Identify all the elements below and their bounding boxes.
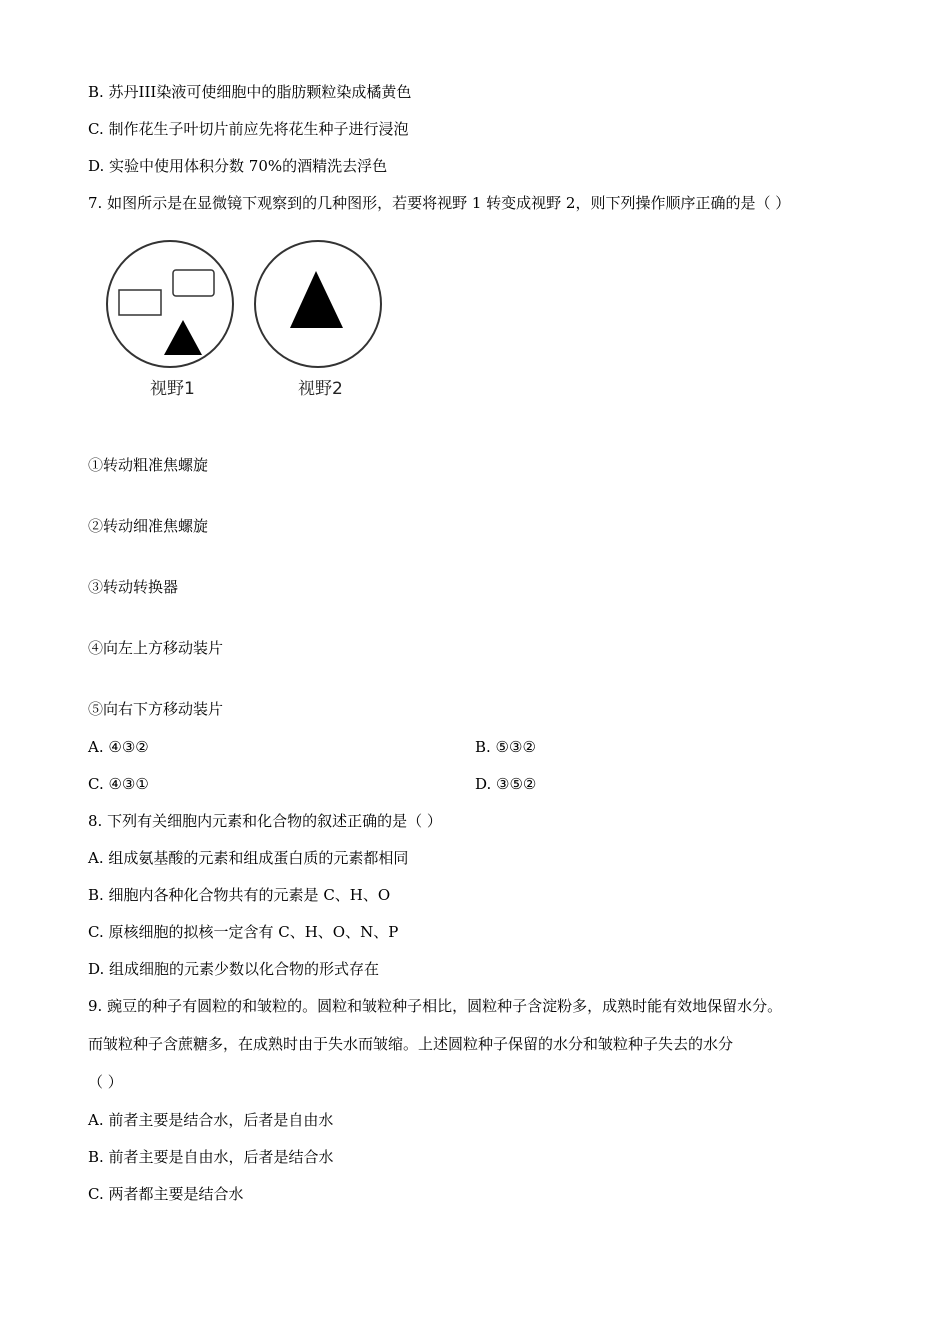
q7-step-2: ②转动细准焦螺旋	[88, 517, 209, 535]
q7-option-d: D. ③⑤②	[475, 775, 537, 793]
small-rectangle-right	[173, 270, 214, 296]
q9-stem-line-3: （ ）	[88, 1073, 123, 1091]
q7-option-b: B. ⑤③②	[475, 738, 536, 756]
field-1-label: 视野1	[150, 379, 195, 399]
q7-stem: 7. 如图所示是在显微镜下观察到的几种图形，若要将视野 1 转变成视野 2，则下列操作顺序正确的是（ ）	[88, 194, 791, 212]
q8-option-a: A. 组成氨基酸的元素和组成蛋白质的元素都相同	[88, 849, 409, 867]
q8-option-c: C. 原核细胞的拟核一定含有 C、H、O、N、P	[88, 923, 399, 941]
q7-option-c: C. ④③①	[88, 775, 149, 793]
q9-stem-line-2: 而皱粒种子含蔗糖多，在成熟时由于失水而皱缩。上述圆粒种子保留的水分和皱粒种子失去的水分	[88, 1035, 734, 1053]
field-of-view-2	[255, 241, 381, 367]
q8-stem: 8. 下列有关细胞内元素和化合物的叙述正确的是（ ）	[88, 812, 442, 830]
q9-stem-line-1: 9. 豌豆的种子有圆粒的和皱粒的。圆粒和皱粒种子相比，圆粒种子含淀粉多，成熟时能有效地保留水分。	[88, 997, 783, 1015]
microscope-figure	[100, 238, 390, 406]
field-2-label: 视野2	[298, 379, 343, 399]
q7-option-a: A. ④③②	[88, 738, 149, 756]
q7-step-4: ④向左上方移动装片	[88, 639, 224, 657]
q9-option-a: A. 前者主要是结合水，后者是自由水	[88, 1111, 334, 1129]
q9-option-b: B. 前者主要是自由水，后者是结合水	[88, 1148, 334, 1166]
q7-step-3: ③转动转换器	[88, 578, 179, 596]
q6-option-b: B. 苏丹III染液可使细胞中的脂肪颗粒染成橘黄色	[88, 83, 412, 101]
q6-option-d: D. 实验中使用体积分数 70%的酒精洗去浮色	[88, 157, 388, 175]
q7-step-1: ①转动粗准焦螺旋	[88, 456, 209, 474]
q7-step-5: ⑤向右下方移动装片	[88, 700, 224, 718]
small-rectangle-left	[119, 290, 161, 315]
field-of-view-1	[107, 241, 233, 367]
q6-option-c: C. 制作花生子叶切片前应先将花生种子进行浸泡	[88, 120, 409, 138]
q9-option-c: C. 两者都主要是结合水	[88, 1185, 244, 1203]
q8-option-d: D. 组成细胞的元素少数以化合物的形式存在	[88, 960, 380, 978]
q8-option-b: B. 细胞内各种化合物共有的元素是 C、H、O	[88, 886, 391, 904]
